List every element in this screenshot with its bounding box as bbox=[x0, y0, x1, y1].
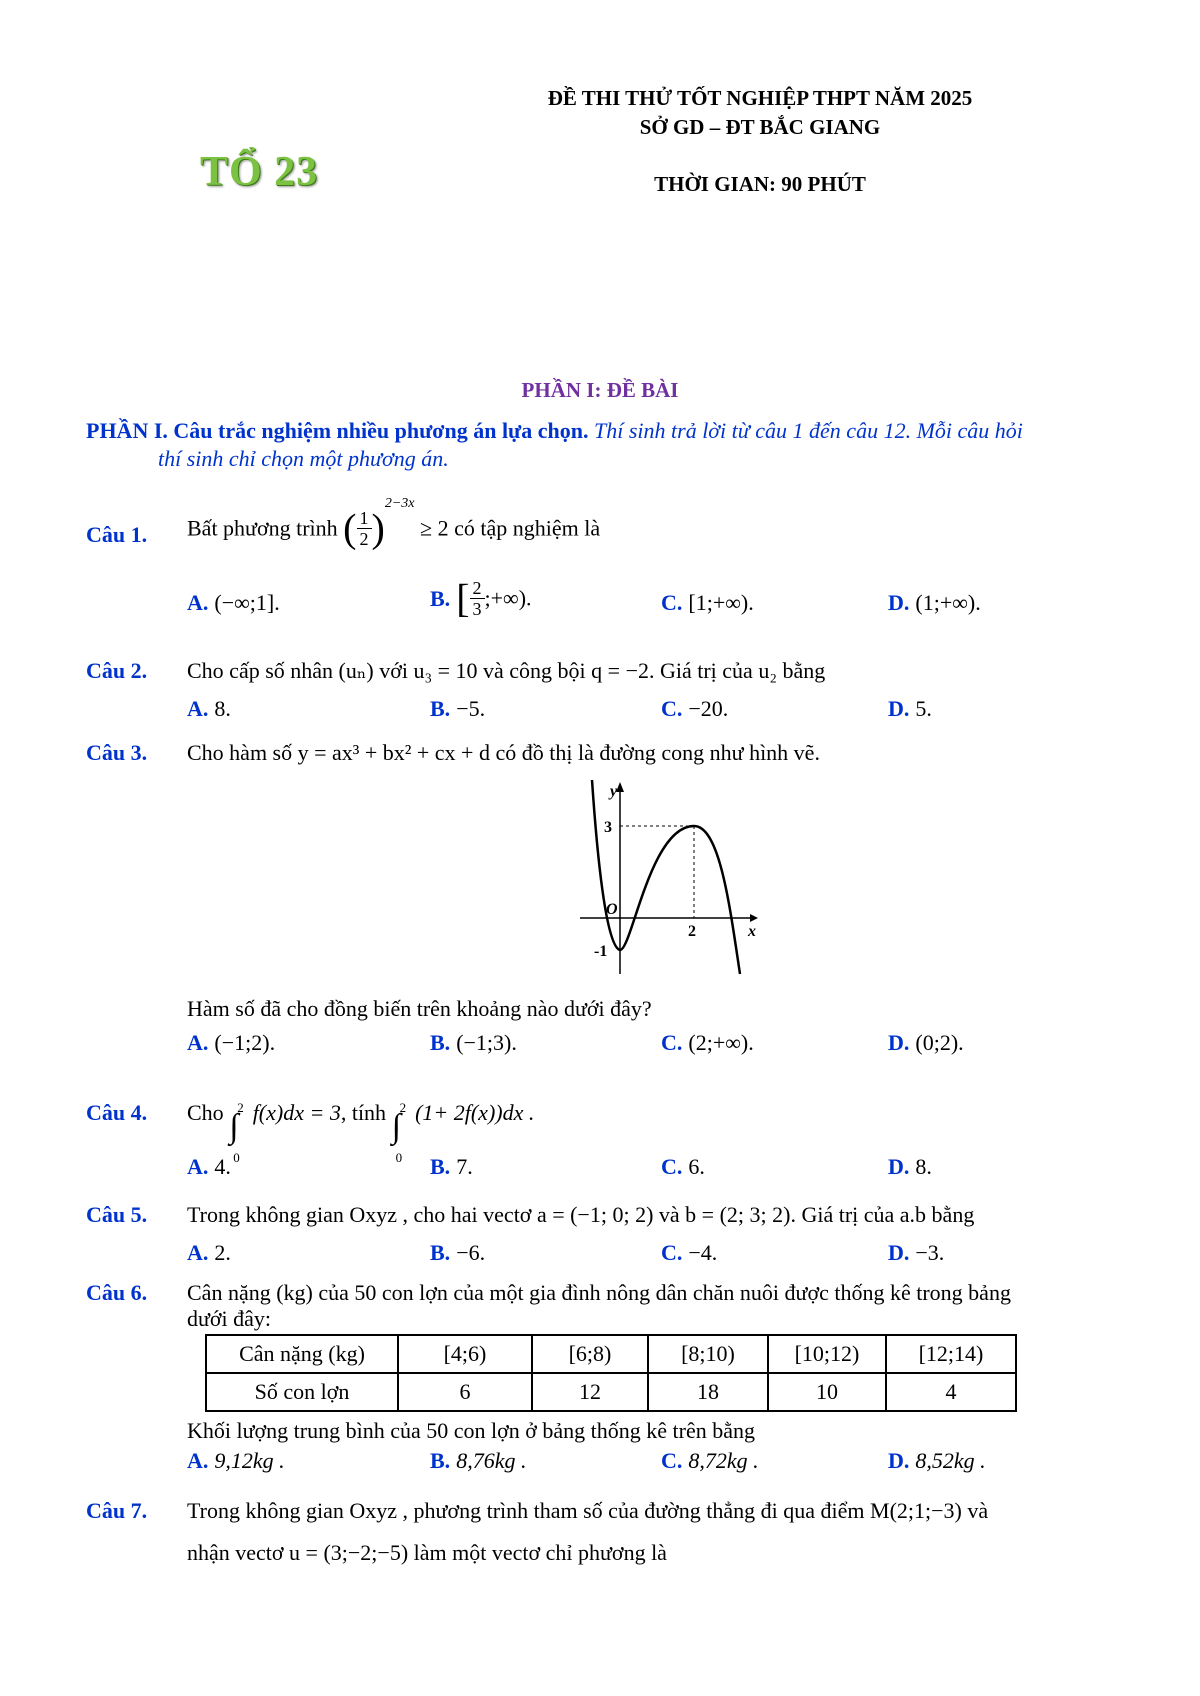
option-text: ;+∞). bbox=[484, 585, 532, 611]
question-5-stem: Trong không gian Oxyz , cho hai vectơ a = (−1; 0; 2) và b = (2; 3; 2). Giá trị của a.b bằng bbox=[187, 1202, 975, 1227]
option-text: (1;+∞). bbox=[915, 590, 981, 615]
option-text: 8,52kg . bbox=[915, 1448, 986, 1473]
integral-lower: 0 bbox=[395, 1150, 403, 1165]
question-5-option-b[interactable] bbox=[430, 1240, 485, 1266]
question-6-option-c[interactable] bbox=[661, 1448, 759, 1474]
option-letter: B. bbox=[430, 696, 451, 721]
question-5-option-c[interactable] bbox=[661, 1240, 717, 1266]
option-text: (2;+∞). bbox=[688, 1030, 754, 1055]
question-3-label: Câu 3. bbox=[86, 740, 148, 765]
question-6-followup: Khối lượng trung bình của 50 con lợn ở bảng thống kê trên bằng bbox=[187, 1418, 756, 1443]
question-2-option-d[interactable] bbox=[888, 696, 932, 722]
option-letter: A. bbox=[187, 1154, 209, 1179]
table-cell: 4 bbox=[886, 1373, 1016, 1411]
fraction-denominator: 3 bbox=[472, 599, 482, 619]
option-letter: A. bbox=[187, 1030, 209, 1055]
question-2-stem: Cho cấp số nhân (uₙ) với u₃ = 10 và công bội q = −2. Giá trị của u₂ bằng bbox=[187, 658, 826, 683]
option-text: (0;2). bbox=[915, 1030, 964, 1055]
option-text: 8. bbox=[915, 1154, 932, 1179]
question-4-option-b[interactable] bbox=[430, 1154, 473, 1180]
question-6-stem-1: Cân nặng (kg) của 50 con lợn của một gia đình nông dân chăn nuôi được thống kê trong bảng bbox=[187, 1280, 1011, 1305]
option-text: −5. bbox=[456, 696, 486, 721]
option-letter: B. bbox=[430, 1240, 451, 1265]
integral-sign: ∫ bbox=[229, 1108, 239, 1145]
option-letter: C. bbox=[661, 696, 683, 721]
question-3-option-c[interactable] bbox=[661, 1030, 754, 1056]
table-cell: Số con lợn bbox=[206, 1373, 398, 1411]
paren-open: ( bbox=[343, 505, 357, 551]
option-text: (−1;3). bbox=[456, 1030, 517, 1055]
y-axis-label: y bbox=[610, 783, 618, 800]
option-letter: A. bbox=[187, 1448, 209, 1473]
integral-lower: 0 bbox=[233, 1150, 240, 1165]
table-cell: 12 bbox=[532, 1373, 648, 1411]
question-1-option-b[interactable] bbox=[430, 575, 532, 621]
fraction-denominator: 2 bbox=[359, 529, 369, 549]
question-4-stem-a: Cho bbox=[187, 1100, 224, 1125]
question-4-label: Câu 4. bbox=[86, 1100, 148, 1125]
origin-label: O bbox=[606, 901, 618, 918]
option-letter: B. bbox=[430, 1448, 451, 1473]
table-cell: [4;6) bbox=[398, 1335, 532, 1373]
question-1-stem-pre: Bất phương trình bbox=[187, 515, 338, 541]
question-6-label: Câu 6. bbox=[86, 1280, 148, 1305]
question-3-graph bbox=[570, 778, 770, 978]
question-4-stem-c: , tính bbox=[340, 1100, 387, 1125]
question-1-fraction bbox=[357, 508, 372, 549]
table-cell: 18 bbox=[648, 1373, 768, 1411]
option-text: 8,76kg . bbox=[456, 1448, 527, 1473]
table-row bbox=[206, 1373, 1016, 1411]
tick-x-2: 2 bbox=[688, 923, 696, 940]
question-5-option-a[interactable] bbox=[187, 1240, 231, 1266]
fraction-numerator: 2 bbox=[470, 578, 485, 599]
option-letter: D. bbox=[888, 590, 910, 615]
option-letter: D. bbox=[888, 1030, 910, 1055]
option-letter: B. bbox=[430, 585, 451, 611]
question-6-option-b[interactable] bbox=[430, 1448, 526, 1474]
question-5-option-d[interactable] bbox=[888, 1240, 944, 1266]
option-letter: C. bbox=[661, 1240, 683, 1265]
question-1-stem-post: ≥ 2 có tập nghiệm là bbox=[420, 515, 601, 541]
option-text: [1;+∞). bbox=[688, 590, 754, 615]
option-text: (−1;2). bbox=[214, 1030, 276, 1055]
table-cell: 10 bbox=[768, 1373, 886, 1411]
option-text: 6. bbox=[688, 1154, 705, 1179]
option-text: 7. bbox=[456, 1154, 473, 1179]
exam-duration: THỜI GIAN: 90 PHÚT bbox=[654, 172, 866, 196]
question-4-option-c[interactable] bbox=[661, 1154, 705, 1180]
option-text: −4. bbox=[688, 1240, 718, 1265]
table-cell: [10;12) bbox=[768, 1335, 886, 1373]
question-7-label: Câu 7. bbox=[86, 1498, 148, 1523]
question-1-option-a[interactable] bbox=[187, 590, 280, 616]
section-title: PHẦN I. Câu trắc nghiệm nhiều phương án lựa chọn. bbox=[86, 418, 589, 443]
question-1-option-c[interactable] bbox=[661, 590, 754, 616]
option-letter: D. bbox=[888, 1240, 910, 1265]
question-6-option-d[interactable] bbox=[888, 1448, 986, 1474]
question-2-option-b[interactable] bbox=[430, 696, 485, 722]
table-cell: Cân nặng (kg) bbox=[206, 1335, 398, 1373]
question-3-option-b[interactable] bbox=[430, 1030, 517, 1056]
option-letter: C. bbox=[661, 590, 683, 615]
option-text: (−∞;1]. bbox=[214, 590, 280, 615]
tick-y-3: 3 bbox=[604, 819, 612, 836]
option-text: 4. bbox=[214, 1154, 231, 1179]
question-3-stem: Cho hàm số y = ax³ + bx² + cx + d có đồ thị là đường cong như hình vẽ. bbox=[187, 740, 820, 765]
table-cell: [6;8) bbox=[532, 1335, 648, 1373]
option-letter: C. bbox=[661, 1154, 683, 1179]
question-3-followup: Hàm số đã cho đồng biến trên khoảng nào dưới đây? bbox=[187, 996, 652, 1021]
exam-department: SỞ GD – ĐT BẮC GIANG bbox=[639, 115, 881, 139]
tick-y-minus-1: -1 bbox=[594, 943, 608, 960]
question-1-option-d[interactable] bbox=[888, 590, 981, 616]
option-text: 9,12kg . bbox=[214, 1448, 285, 1473]
option-letter: D. bbox=[888, 696, 910, 721]
fraction-numerator: 1 bbox=[357, 508, 372, 529]
part-heading: PHẦN I: ĐỀ BÀI bbox=[521, 378, 679, 402]
section-instruction-1: Thí sinh trả lời từ câu 1 đến câu 12. Mỗi câu hỏi bbox=[594, 418, 1023, 443]
exam-title: ĐỀ THI THỬ TỐT NGHIỆP THPT NĂM 2025 bbox=[547, 86, 973, 110]
option-letter: D. bbox=[888, 1154, 910, 1179]
question-4-option-d[interactable] bbox=[888, 1154, 932, 1180]
weight-table bbox=[205, 1334, 1017, 1412]
option-text: 2. bbox=[214, 1240, 231, 1265]
integral-sign: ∫ bbox=[391, 1108, 401, 1145]
option-text: 8,72kg . bbox=[688, 1448, 759, 1473]
option-letter: C. bbox=[661, 1448, 683, 1473]
question-3-option-d[interactable] bbox=[888, 1030, 964, 1056]
section-header bbox=[86, 418, 1023, 444]
question-4-option-a[interactable] bbox=[187, 1154, 231, 1180]
option-b-fraction bbox=[470, 578, 485, 619]
question-7-stem-1: Trong không gian Oxyz , phương trình tham số của đường thẳng đi qua điểm M(2;1;−3) và bbox=[187, 1498, 989, 1523]
question-4-stem-b: f(x)dx = 3 bbox=[252, 1100, 341, 1125]
question-4-stem bbox=[187, 1100, 535, 1165]
question-5-label: Câu 5. bbox=[86, 1202, 148, 1227]
option-letter: B. bbox=[430, 1030, 451, 1055]
question-2-label: Câu 2. bbox=[86, 658, 148, 683]
question-6-stem-2: dưới đây: bbox=[187, 1306, 272, 1331]
question-1-label: Câu 1. bbox=[86, 522, 148, 547]
y-axis-arrow bbox=[616, 782, 624, 792]
table-cell: [12;14) bbox=[886, 1335, 1016, 1373]
bracket-open: [ bbox=[456, 575, 470, 621]
option-text: 5. bbox=[915, 696, 932, 721]
table-cell: 6 bbox=[398, 1373, 532, 1411]
option-letter: B. bbox=[430, 1154, 451, 1179]
option-text: 8. bbox=[214, 696, 231, 721]
question-6-option-a[interactable] bbox=[187, 1448, 285, 1474]
section-instruction-2: thí sinh chỉ chọn một phương án. bbox=[158, 446, 449, 471]
team-logo: TỔ 23 bbox=[200, 149, 319, 195]
option-letter: C. bbox=[661, 1030, 683, 1055]
question-2-option-c[interactable] bbox=[661, 696, 728, 722]
question-1-stem bbox=[187, 496, 601, 551]
x-axis-label: x bbox=[748, 923, 756, 940]
option-letter: A. bbox=[187, 696, 209, 721]
table-row bbox=[206, 1335, 1016, 1373]
integral-upper: 2 bbox=[399, 1100, 407, 1115]
paren-close: ) bbox=[371, 505, 385, 551]
cubic-curve bbox=[592, 780, 740, 974]
question-3-option-a[interactable] bbox=[187, 1030, 275, 1056]
table-cell: [8;10) bbox=[648, 1335, 768, 1373]
option-text: −20. bbox=[688, 696, 729, 721]
x-axis-arrow bbox=[750, 914, 758, 922]
question-7-stem-2: nhận vectơ u = (3;−2;−5) làm một vectơ chỉ phương là bbox=[187, 1540, 667, 1565]
option-text: −3. bbox=[915, 1240, 945, 1265]
integral-upper: 2 bbox=[237, 1100, 244, 1115]
option-text: −6. bbox=[456, 1240, 486, 1265]
option-letter: A. bbox=[187, 1240, 209, 1265]
option-letter: A. bbox=[187, 590, 209, 615]
question-2-option-a[interactable] bbox=[187, 696, 231, 722]
option-letter: D. bbox=[888, 1448, 910, 1473]
question-4-stem-d: (1+ 2f(x))dx . bbox=[415, 1100, 535, 1125]
question-1-exponent: 2−3x bbox=[384, 496, 415, 512]
